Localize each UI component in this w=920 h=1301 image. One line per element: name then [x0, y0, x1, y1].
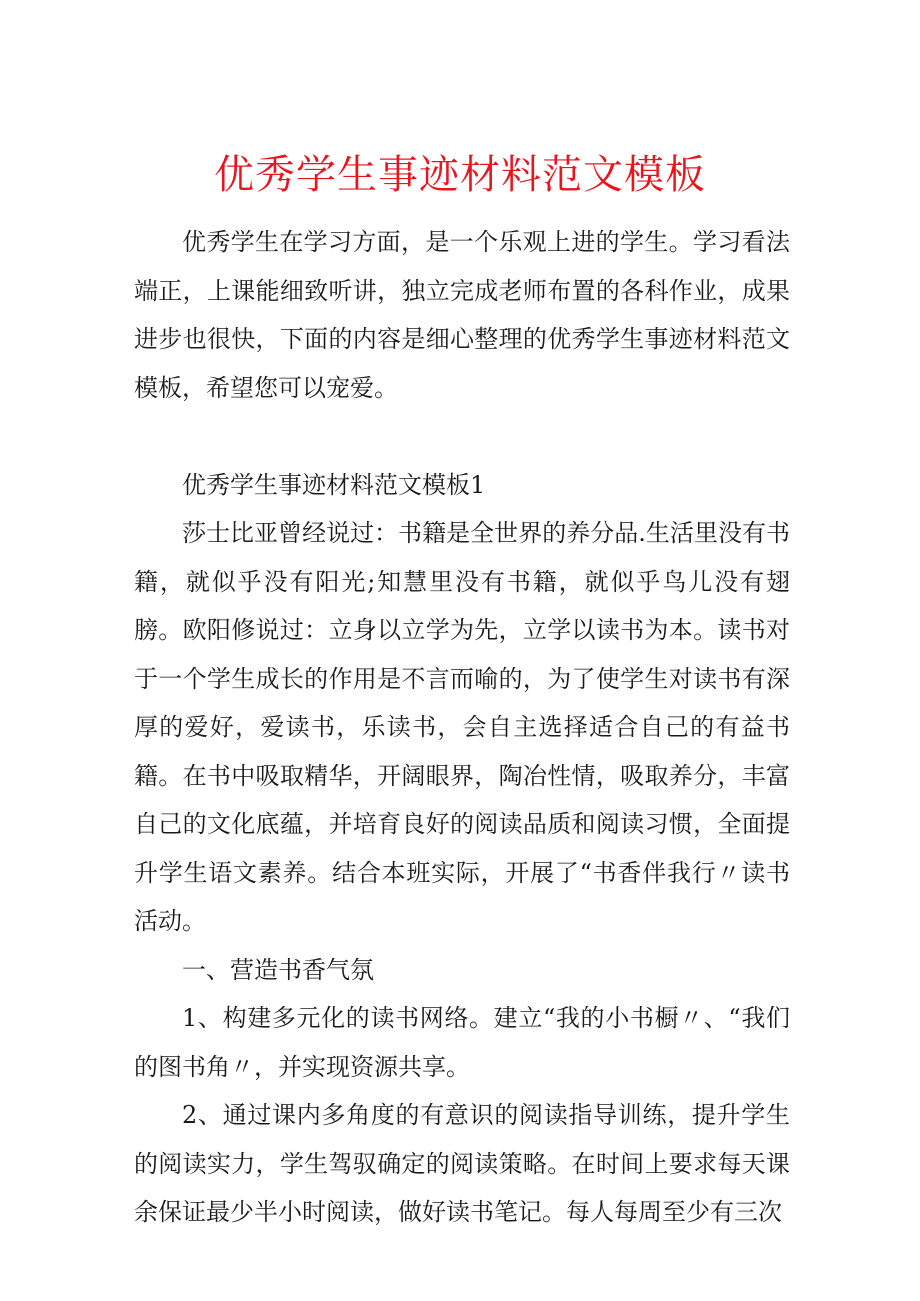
list-item-2: 2、通过课内多角度的有意识的阅读指导训练，提升学生的阅读实力，学生驾驭确定的阅读策略。在时间上要求每天课余保证最少半小时阅读，做好读书笔记。每人每周至少有三次: [134, 1101, 790, 1226]
paragraph-gap: [134, 412, 790, 461]
list-item-1: 1、构建多元化的读书网络。建立“我的小书橱〃、“我们的图书角〃，并实现资源共享。: [134, 1004, 790, 1081]
document-title: 优秀学生事迹材料范文模板: [214, 152, 706, 198]
paragraph-1: 莎士比亚曾经说过：书籍是全世界的养分品.生活里没有书籍，就似乎没有阳光;知慧里没有书籍，就似乎鸟儿没有翅膀。欧阳修说过：立身以立学为先，立学以读书为本。读书对于一个学生成长的作用是不言而喻的，为了使学生对读书有深厚的爱好，爱读书，乐读书，会自主选择适合自己的有益书籍。在书中吸取精华，开阔眼界，陶冶性情，吸取养分，丰富自己的文化底蕴，并培育良好的阅读品质和阅读习惯，全面提升学生语文素养。结合本班实际，开展了“书香伴我行〃读书活动。: [134, 519, 790, 935]
intro-paragraph: 优秀学生在学习方面，是一个乐观上进的学生。学习看法端正，上课能细致听讲，独立完成老师布置的各科作业，成果进步也很快，下面的内容是细心整理的优秀学生事迹材料范文模板，希望您可以宠爱。: [134, 228, 790, 402]
section-heading: 优秀学生事迹材料范文模板1: [182, 470, 486, 499]
document-body: [134, 218, 790, 1237]
subheading-1: 一、营造书香气氛: [182, 955, 374, 984]
